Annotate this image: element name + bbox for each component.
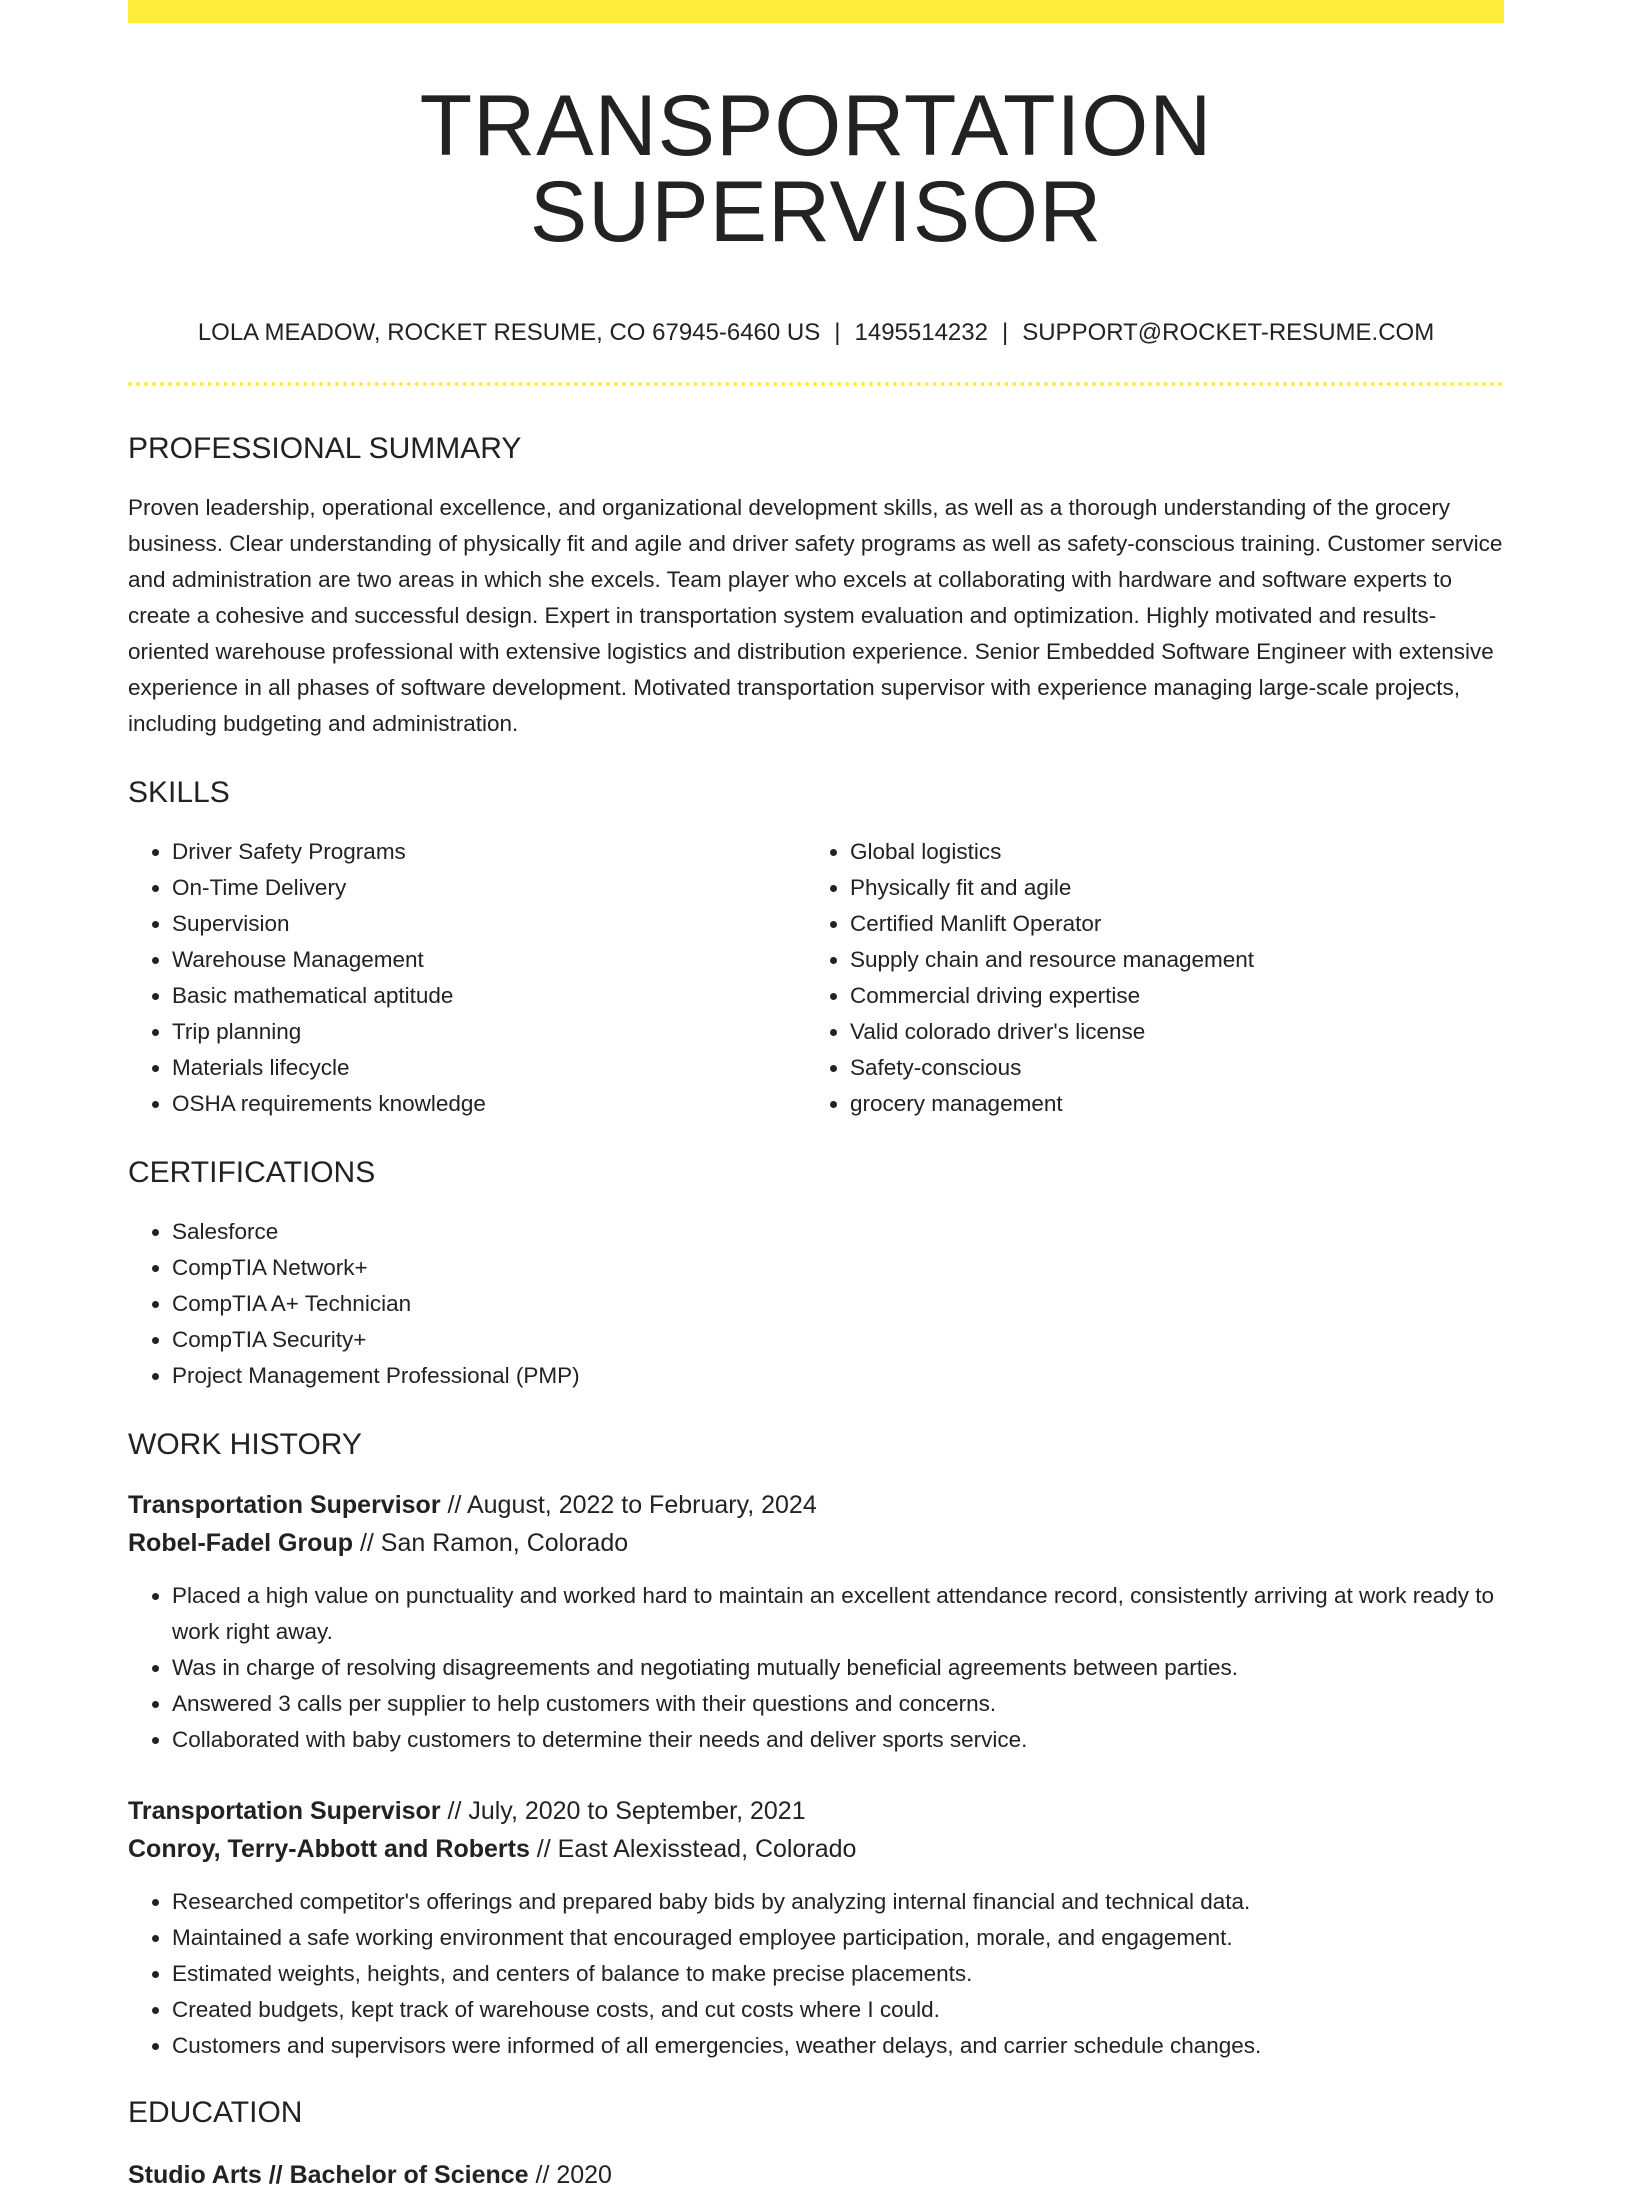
skill-item: • Driver Safety Programs xyxy=(172,834,806,870)
skills-column-left xyxy=(128,834,806,1122)
resume-title: TRANSPORTATION SUPERVISOR xyxy=(419,78,1213,260)
job-role: Transportation Supervisor xyxy=(128,1491,441,1519)
skills-list xyxy=(128,834,1504,1122)
skill-item: • Commercial driving expertise xyxy=(850,978,1484,1014)
job-company-line xyxy=(128,1830,1504,1868)
certification-item: • CompTIA A+ Technician xyxy=(172,1286,1504,1322)
section-title-work-history: WORK HISTORY xyxy=(128,1428,362,1461)
certification-item: • CompTIA Security+ xyxy=(172,1322,1504,1358)
education-entry xyxy=(128,2156,1504,2194)
dotted-divider xyxy=(128,382,1504,386)
job-role: Transportation Supervisor xyxy=(128,1797,441,1825)
section-title-certifications: CERTIFICATIONS xyxy=(128,1156,376,1189)
skill-item: • Physically fit and agile xyxy=(850,870,1484,906)
job-entry xyxy=(128,1792,1504,2064)
skill-item: • Safety-conscious xyxy=(850,1050,1484,1086)
section-title-education: EDUCATION xyxy=(128,2096,303,2129)
job-company: Robel-Fadel Group xyxy=(128,1529,353,1557)
job-bullet: • Estimated weights, heights, and centers of balance to make precise placements. xyxy=(172,1956,1504,1992)
job-dates: // July, 2020 to September, 2021 xyxy=(440,1797,806,1825)
skill-item: • Supervision xyxy=(172,906,806,942)
skill-item: • Warehouse Management xyxy=(172,942,806,978)
skill-item: • OSHA requirements knowledge xyxy=(172,1086,806,1122)
job-bullets xyxy=(128,1884,1504,2064)
skill-item: • On-Time Delivery xyxy=(172,870,806,906)
job-dates: // August, 2022 to February, 2024 xyxy=(440,1491,817,1519)
job-title-line xyxy=(128,1486,1504,1524)
skill-item: • Global logistics xyxy=(850,834,1484,870)
skill-item: • grocery management xyxy=(850,1086,1484,1122)
job-bullet: • Placed a high value on punctuality and worked hard to maintain an excellent attendance record, consistently arriving at work ready to work right away. xyxy=(172,1578,1504,1650)
skill-item: • Trip planning xyxy=(172,1014,806,1050)
job-location: // San Ramon, Colorado xyxy=(353,1529,629,1557)
job-bullet: • Maintained a safe working environment that encouraged employee participation, morale, and engagement. xyxy=(172,1920,1504,1956)
contact-email: SUPPORT@ROCKET-RESUME.COM xyxy=(1022,319,1435,346)
job-bullet: • Researched competitor's offerings and prepared baby bids by analyzing internal financial and technical data. xyxy=(172,1884,1504,1920)
job-bullet: • Created budgets, kept track of warehouse costs, and cut costs where I could. xyxy=(172,1992,1504,2028)
contact-line xyxy=(128,321,1504,345)
summary-text: Proven leadership, operational excellence, and organizational development skills, as well as a thorough understanding of the grocery business. Clear understanding of physically fit and agile and driver safety programs as well as safety-conscious training. Customer service and administration are two areas in which she excels. Team player who excels at collaborating with hardware and software experts to create a cohesive and successful design. Expert in transportation system evaluation and optimization. Highly motivated and results-oriented warehouse professional with extensive logistics and distribution experience. Senior Embedded Software Engineer with extensive experience in all phases of software development. Motivated transportation supervisor with experience managing large-scale projects, including budgeting and administration. xyxy=(128,495,1503,736)
job-company: Conroy, Terry-Abbott and Roberts xyxy=(128,1835,530,1863)
job-entry xyxy=(128,1486,1504,1758)
certification-item: • Salesforce xyxy=(172,1214,1504,1250)
section-title-skills: SKILLS xyxy=(128,776,230,809)
skill-item: • Basic mathematical aptitude xyxy=(172,978,806,1014)
skills-column-right xyxy=(806,834,1484,1122)
job-bullets xyxy=(128,1578,1504,1758)
job-bullet: • Customers and supervisors were informed of all emergencies, weather delays, and carrier schedule changes. xyxy=(172,2028,1504,2064)
job-location: // East Alexisstead, Colorado xyxy=(529,1835,857,1863)
section-title-summary: PROFESSIONAL SUMMARY xyxy=(128,432,522,465)
education-field: Studio Arts // Bachelor of Science xyxy=(128,2161,529,2189)
contact-separator: | xyxy=(834,319,841,346)
skill-item: • Valid colorado driver's license xyxy=(850,1014,1484,1050)
resume-page xyxy=(128,0,1504,2194)
skill-item: • Materials lifecycle xyxy=(172,1050,806,1086)
skill-item: • Certified Manlift Operator xyxy=(850,906,1484,942)
certification-item: • Project Management Professional (PMP) xyxy=(172,1358,1504,1394)
job-bullet: • Collaborated with baby customers to determine their needs and deliver sports service. xyxy=(172,1722,1504,1758)
skill-item: • Supply chain and resource management xyxy=(850,942,1484,978)
job-company-line xyxy=(128,1524,1504,1562)
top-accent-bar xyxy=(128,0,1504,23)
education-year: // 2020 xyxy=(528,2161,612,2189)
contact-separator: | xyxy=(1001,319,1009,346)
job-title-line xyxy=(128,1792,1504,1830)
certifications-list xyxy=(128,1214,1504,1394)
contact-address: LOLA MEADOW, ROCKET RESUME, CO 67945-6460 US xyxy=(197,319,821,346)
job-bullet: • Was in charge of resolving disagreements and negotiating mutually beneficial agreements between parties. xyxy=(172,1650,1504,1686)
certification-item: • CompTIA Network+ xyxy=(172,1250,1504,1286)
contact-phone: 1495514232 xyxy=(854,319,988,346)
job-bullet: • Answered 3 calls per supplier to help customers with their questions and concerns. xyxy=(172,1686,1504,1722)
